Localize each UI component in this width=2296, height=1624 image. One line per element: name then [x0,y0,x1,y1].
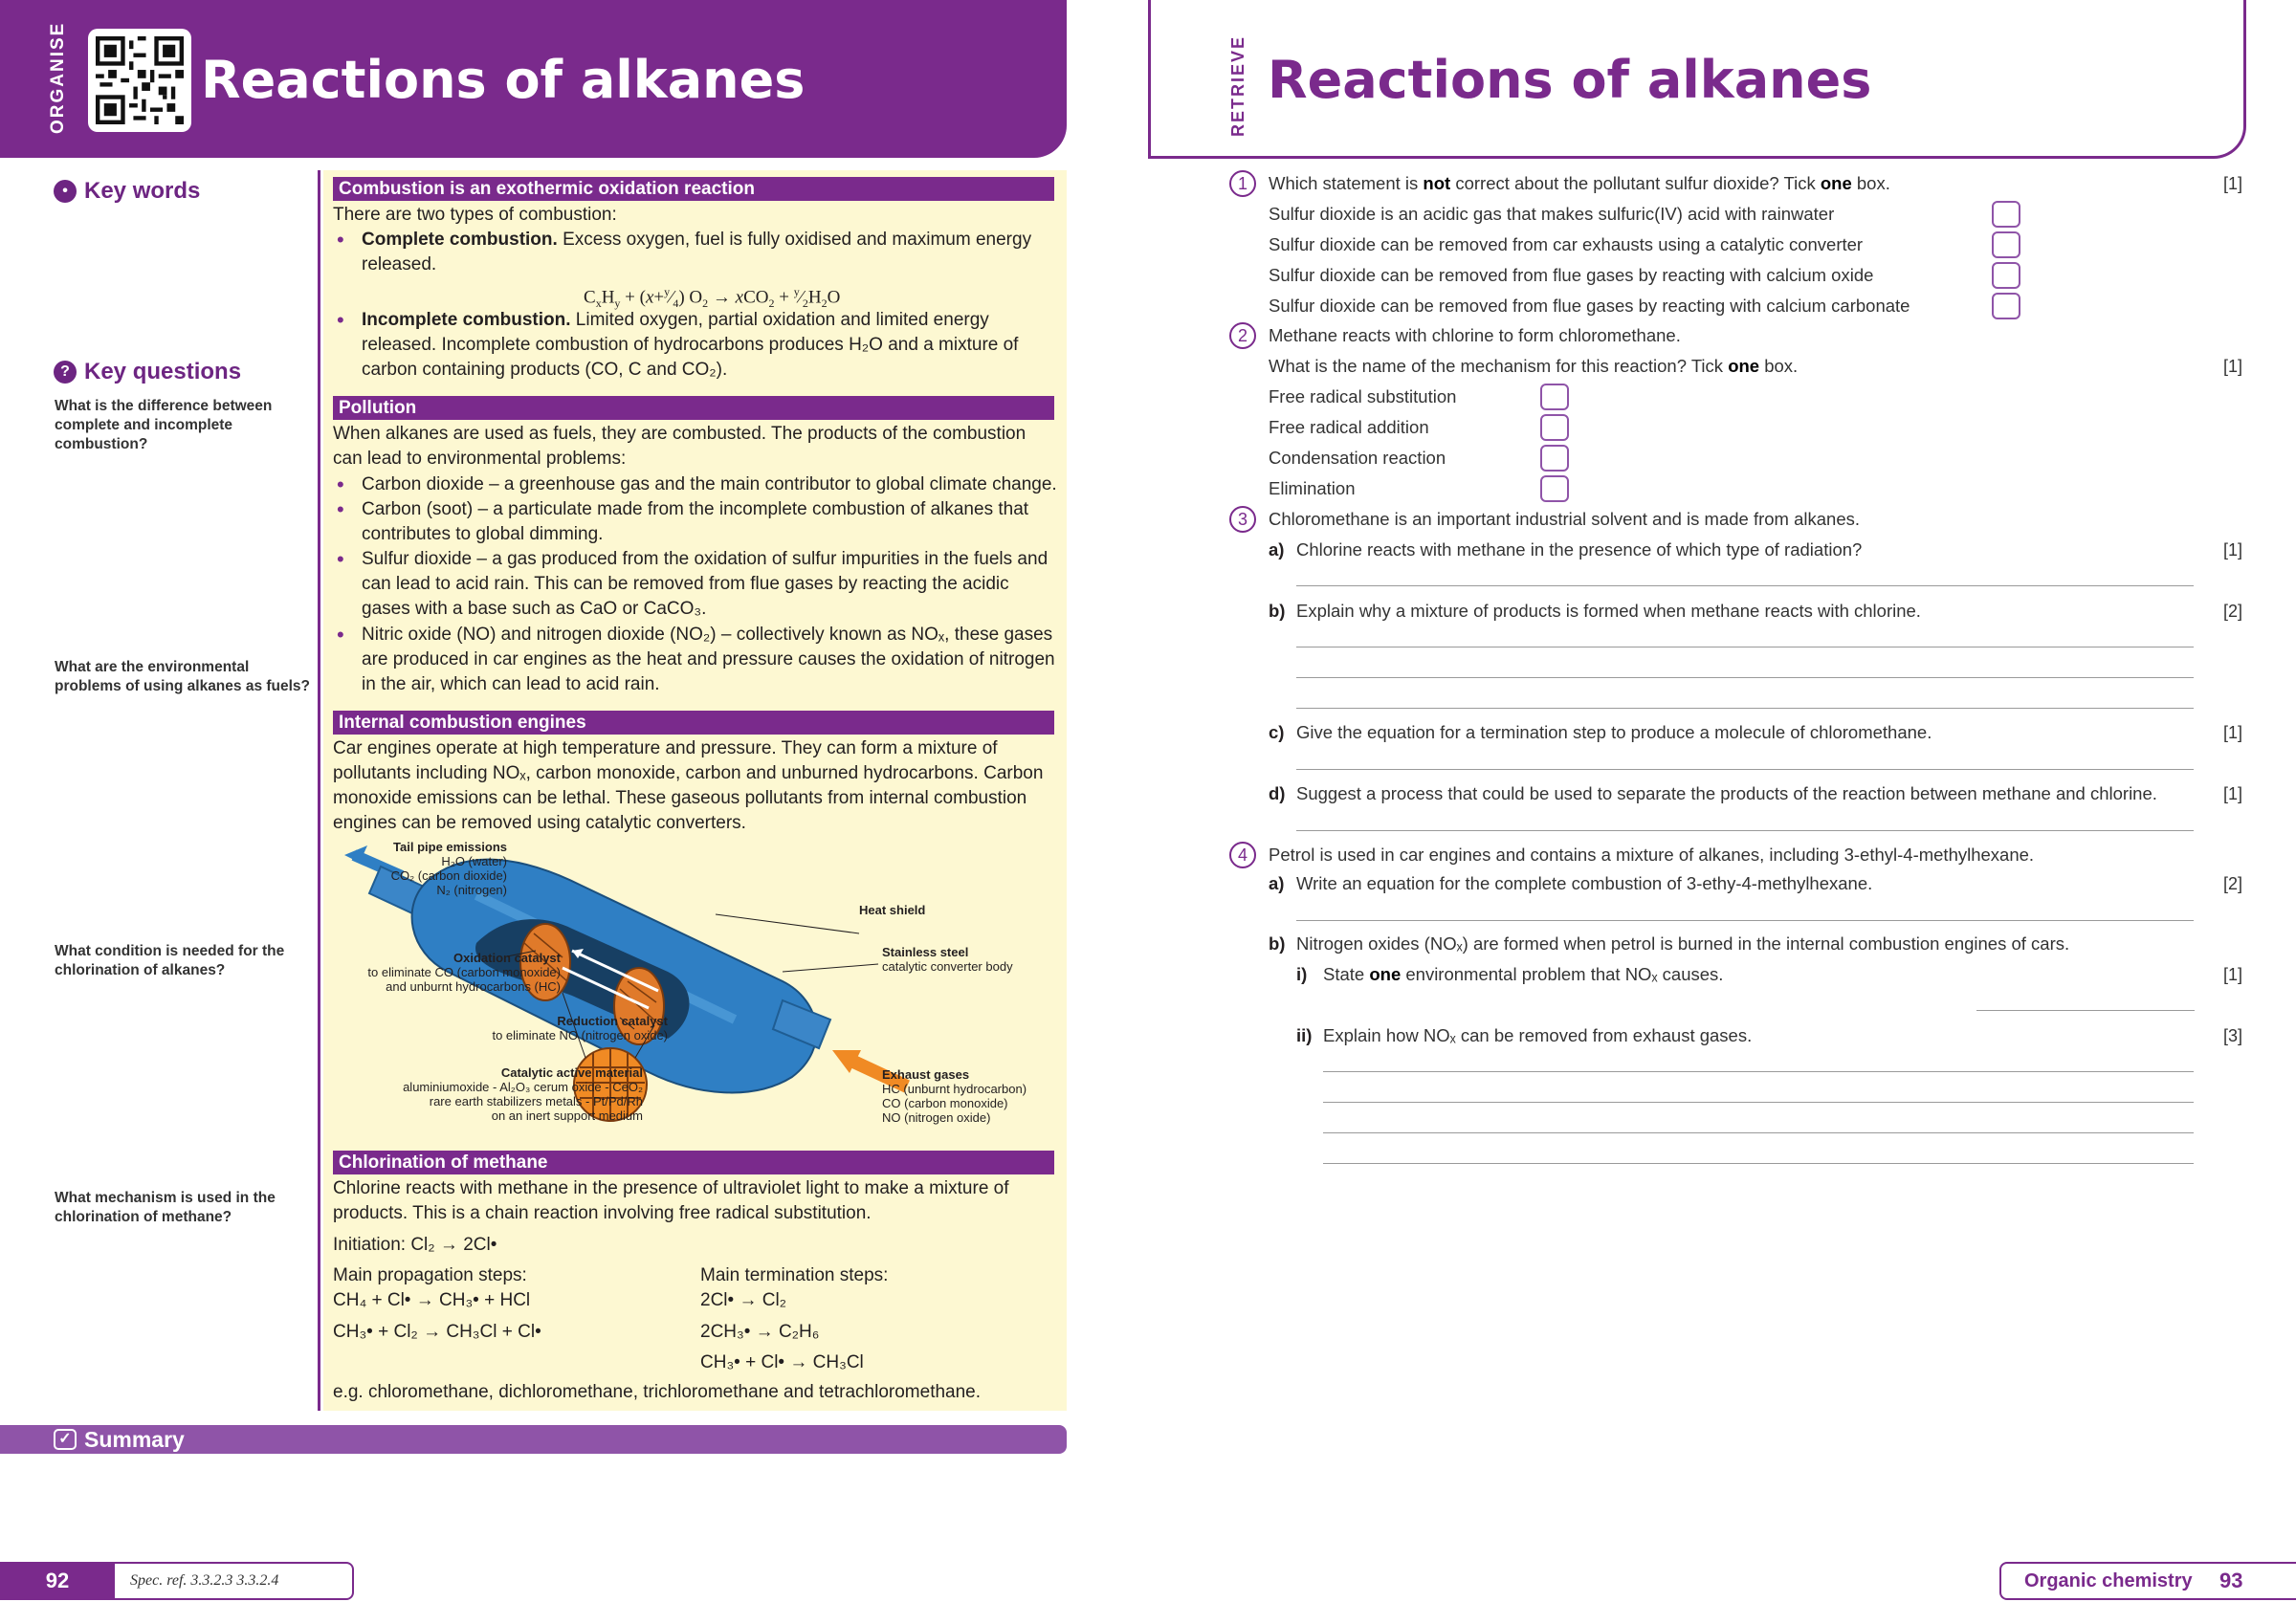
q4bi-text [1323,963,1723,986]
q3c-mark: [1] [2222,723,2242,742]
q3b-label: b) [1269,601,1286,621]
answer-line[interactable] [1296,920,2194,921]
oxidation-catalyst-label [333,951,561,994]
q1-checkbox[interactable] [1992,231,2020,258]
q2-option: Free radical addition [1269,417,1429,437]
exhaust-gas-item: CO (carbon monoxide) [882,1096,1008,1110]
q2-option: Condensation reaction [1269,448,1446,468]
oxidation-catalyst-text: and unburnt hydrocarbons (HC) [386,979,561,994]
retrieve-tab: RETRIEVE [1228,34,1247,138]
q1-option: Sulfur dioxide can be removed from flue gases by reacting with calcium carbonate [1269,296,1910,316]
q4b-text: Nitrogen oxides (NOₓ) are formed when petrol is burned in the internal combustion engines of cars. [1296,933,2070,954]
active-material-label [371,1065,643,1123]
q3c-text: Give the equation for a termination step to produce a molecule of chloromethane. [1296,722,1932,742]
answer-line[interactable] [1323,1163,2194,1164]
incomplete-combustion-bullet [333,308,1060,383]
q1-emphasis: one [1820,173,1852,193]
propagation-step: CH₃• + Cl₂ → CH₃Cl + Cl• [333,1322,541,1342]
chlorination-heading: Chlorination of methane [333,1151,1054,1174]
complete-combustion-term: Complete combustion. [362,230,558,250]
key-question-4: What mechanism is used in the chlorination of methane? [55,1190,276,1225]
exhaust-gas-item: NO (nitrogen oxide) [882,1110,991,1125]
right-page-number: 93 [2219,1569,2243,1592]
column-divider [318,170,320,1411]
engines-heading: Internal combustion engines [333,711,1054,735]
pollution-bullet: • Nitric oxide (NO) and nitrogen dioxide (NO₂) – collectively known as NOₓ, these gases are produced in car engines as the heat and pressure causes the oxidation of nitrogen in the air, which can lead to acid rain. [333,623,1060,697]
question-2-number: 2 [1229,322,1256,349]
initiation-step: Initiation: Cl₂ → 2Cl• [333,1235,497,1255]
pollution-bullet: • Sulfur dioxide – a gas produced from the oxidation of sulfur impurities in the fuels and can lead to acid rain. This can be removed from flue gases by reacting the acidic gases with a base such as CaO or CaCO₃. [333,547,1060,622]
question-2-ask [1269,355,1798,378]
q1-option: Sulfur dioxide can be removed from flue gases by reacting with calcium oxide [1269,265,1874,285]
answer-line[interactable] [1296,585,2194,586]
q1-checkbox[interactable] [1992,293,2020,319]
key-words-heading [54,178,200,205]
left-page-title: Reactions of alkanes [201,50,806,110]
oxidation-catalyst-text: to eliminate CO (carbon monoxide) [367,965,561,979]
termination-step: 2CH₃• → C₂H₆ [700,1322,820,1342]
q1-checkbox[interactable] [1992,201,2020,228]
q3c-label: c) [1269,722,1285,742]
heat-shield-label [859,903,925,917]
combustion-heading: Combustion is an exothermic oxidation reaction [333,177,1054,201]
exhaust-gases-title: Exhaust gases [882,1067,970,1082]
q1-option: Sulfur dioxide is an acidic gas that makes sulfuric(IV) acid with rainwater [1269,204,1835,224]
key-question-3: What condition is needed for the chlorination of alkanes? [55,943,285,978]
chlorination-example: e.g. chloromethane, dichloromethane, trichloromethane and tetrachloromethane. [333,1382,982,1402]
q4bi-emphasis: one [1369,964,1402,984]
q1-text: Which statement is [1269,173,1424,193]
q2-text: What is the name of the mechanism for this reaction? Tick [1269,356,1729,376]
question-icon: ? [54,361,77,384]
question-3-stem: Chloromethane is an important industrial solvent and is made from alkanes. [1269,509,1861,529]
summary-label: Summary [84,1427,185,1452]
active-material-text: rare earth stabilizers metals - Pt/Pd/Rh [429,1094,643,1108]
q3a-text: Chlorine reacts with methane in the presence of which type of radiation? [1296,539,1863,560]
answer-line[interactable] [1296,830,2194,831]
q1-text: correct about the pollutant sulfur dioxide? Tick [1450,173,1821,193]
q2-option: Free radical substitution [1269,386,1457,406]
termination-step: 2Cl• → Cl₂ [700,1290,787,1310]
tail-pipe-label [383,840,507,897]
organise-tab: ORGANISE [48,21,68,134]
key-words-icon: • [54,180,77,203]
qr-code[interactable] [88,29,191,132]
left-footer [0,1562,356,1600]
propagation-step: CH₄ + Cl• → CH₃• + HCl [333,1290,531,1310]
q2-checkbox[interactable] [1540,414,1569,441]
answer-line[interactable] [1976,1010,2195,1011]
answer-line[interactable] [1323,1102,2194,1103]
answer-line[interactable] [1296,708,2194,709]
reduction-catalyst-text: to eliminate NO (nitrogen oxide) [492,1028,668,1042]
answer-line[interactable] [1296,677,2194,678]
q4bii-mark: [3] [2222,1026,2242,1045]
q2-checkbox[interactable] [1540,384,1569,410]
checkmark-icon: ✓ [54,1429,77,1450]
q4bi-label: i) [1296,964,1308,984]
termination-label: Main termination steps: [700,1265,889,1285]
q2-checkbox[interactable] [1540,445,1569,472]
chlorination-text: Chlorine reacts with methane in the presence of ultraviolet light to make a mixture of products. This is a chain reaction involving free radical substitution. [333,1178,1009,1223]
q1-text: box. [1851,173,1890,193]
reduction-catalyst-title: Reduction catalyst [557,1014,668,1028]
key-words-label: Key words [84,178,201,204]
q4b-label: b) [1269,933,1286,954]
termination-step: CH₃• + Cl• → CH₃Cl [700,1352,864,1372]
tail-pipe-item: N₂ (nitrogen) [436,883,507,897]
section-name: Organic chemistry [2024,1570,2193,1591]
q1-checkbox[interactable] [1992,262,2020,289]
question-2-stem: Methane reacts with chlorine to form chloromethane. [1269,325,1681,345]
q3d-label: d) [1269,783,1286,803]
q4a-mark: [2] [2222,874,2242,893]
exhaust-gas-item: HC (unburnt hydrocarbon) [882,1082,1027,1096]
q4a-text: Write an equation for the complete combustion of 3-ethy-4-methylhexane. [1296,873,1873,893]
complete-combustion-equation: $C_xH_y$ + $(x+^y⁄_4) O_2 \to xCO_2$ + $^y⁄_2H_2O$ [584,285,841,311]
q4a-label: a) [1269,873,1285,893]
reduction-catalyst-label [419,1014,668,1042]
q3b-mark: [2] [2222,602,2242,621]
q2-checkbox[interactable] [1540,475,1569,502]
oxidation-catalyst-title: Oxidation catalyst [453,951,561,965]
key-question-1: What is the difference between complete and incomplete combustion? [55,398,273,452]
question-1-stem [1269,172,1890,195]
incomplete-combustion-text: Limited oxygen, partial oxidation and limited energy released. Incomplete combustion of hydrocarbons produces H₂O and a mixture of carbon containing products (CO, C and CO₂). [362,310,1019,380]
active-material-text: on an inert support medium [491,1108,643,1123]
engines-text: Car engines operate at high temperature and pressure. They can form a mixture of pollutants including NOₓ, carbon monoxide, carbon and unburned hydrocarbons. Carbon monoxide emissions can be lethal. These gaseous pollutants from internal combustion engines can be removed using catalytic converters. [333,738,1044,833]
q3b-text: Explain why a mixture of products is formed when methane reacts with chlorine. [1296,601,1921,621]
q4bii-text: Explain how NOₓ can be removed from exhaust gases. [1323,1025,1753,1045]
active-material-text: aluminiumoxide - Al₂O₃ cerum oxide - CeO₂ [403,1080,643,1094]
question-3-number: 3 [1229,506,1256,533]
propagation-label: Main propagation steps: [333,1265,527,1285]
q2-mark: [1] [2222,357,2242,376]
q1-mark: [1] [2222,174,2242,193]
q4bi-mark: [1] [2222,965,2242,984]
tail-pipe-item: H₂O (water) [441,854,507,868]
tail-pipe-item: CO₂ (carbon dioxide) [390,868,507,883]
catalytic-converter-diagram [333,838,1060,1134]
pollution-heading: Pollution [333,396,1054,420]
answer-line[interactable] [1296,769,2194,770]
right-footer [1999,1562,2296,1600]
qr-code-icon [96,36,184,124]
answer-line[interactable] [1323,1132,2194,1133]
q2-option: Elimination [1269,478,1356,498]
q2-text: box. [1759,356,1799,376]
complete-combustion-text: Excess oxygen, fuel is fully oxidised and maximum energy released. [362,230,1032,274]
q4bii-label: ii) [1296,1025,1313,1045]
stainless-steel-label [882,945,1013,974]
question-4-stem: Petrol is used in car engines and contains a mixture of alkanes, including 3-ethyl-4-methylhexane. [1269,845,2035,865]
active-material-title: Catalytic active material [500,1065,643,1080]
question-4-number: 4 [1229,842,1256,868]
q4bi-part: environmental problem that NOₓ causes. [1401,964,1724,984]
q2-emphasis: one [1728,356,1760,376]
spec-reference: Spec. ref. 3.3.2.3 3.3.2.4 [115,1562,354,1600]
pollution-bullet: • Carbon dioxide – a greenhouse gas and the main contributor to global climate change. [333,472,1060,497]
q3a-label: a) [1269,539,1285,560]
key-questions-label: Key questions [84,359,242,384]
question-1-number: 1 [1229,170,1256,197]
pollution-intro: When alkanes are used as fuels, they are combusted. The products of the combustion can lead to environmental problems: [333,424,1027,469]
key-question-2: What are the environmental problems of using alkanes as fuels? [55,659,311,694]
summary-bar [0,1425,1067,1454]
stainless-steel-text: catalytic converter body [882,959,1013,974]
left-page-number: 92 [0,1562,115,1600]
q1-emphasis: not [1423,173,1451,193]
incomplete-combustion-term: Incomplete combustion. [362,310,571,330]
q4bi-part: State [1323,964,1370,984]
answer-line[interactable] [1323,1071,2194,1072]
key-questions-heading [54,359,241,385]
tail-pipe-title: Tail pipe emissions [393,840,507,854]
q3d-mark: [1] [2222,784,2242,803]
stainless-steel-title: Stainless steel [882,945,969,959]
exhaust-gases-label [882,1067,1027,1125]
q3d-text: Suggest a process that could be used to separate the products of the reaction between methane and chlorine. [1296,783,2157,803]
combustion-intro: There are two types of combustion: [333,205,617,225]
q3a-mark: [1] [2222,540,2242,560]
heat-shield-text: Heat shield [859,903,926,917]
q1-option: Sulfur dioxide can be removed from car exhausts using a catalytic converter [1269,234,1864,254]
complete-combustion-bullet [333,228,1060,277]
right-page-title: Reactions of alkanes [1268,50,1872,110]
pollution-bullet: • Carbon (soot) – a particulate made from the incomplete combustion of alkanes that contributes to global dimming. [333,497,1060,547]
